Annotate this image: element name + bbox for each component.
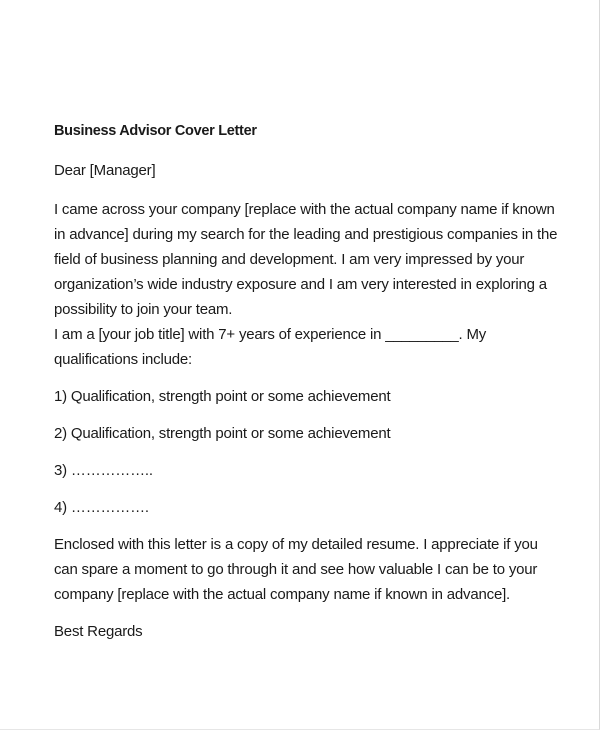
qualification-item: 2) Qualification, strength point or some achievement <box>54 425 391 442</box>
qualification-item: 3) …………….. <box>54 462 153 479</box>
qualification-item: 1) Qualification, strength point or some achievement <box>54 388 391 405</box>
intro-paragraph: I came across your company [replace with the actual company name if known in advance] during my search for the leading and prestigious companies in the field of business planning and development. I am very impressed by your organization’s wide industry exposure and I am very interested in exploring a possibility to join your team. <box>54 201 558 318</box>
qualification-item: 4) ……………. <box>54 499 149 516</box>
letter-title: Business Advisor Cover Letter <box>54 123 257 139</box>
salutation: Dear [Manager] <box>54 162 156 179</box>
experience-paragraph: I am a [your job title] with 7+ years of experience in _________. My qualifications include: <box>54 326 487 368</box>
cover-letter <box>54 120 564 644</box>
signoff: Best Regards <box>54 623 143 640</box>
closing-paragraph: Enclosed with this letter is a copy of my detailed resume. I appreciate if you can spare a moment to go through it and see how valuable I can be to your company [replace with the actual company name if known in advance]. <box>54 536 538 603</box>
